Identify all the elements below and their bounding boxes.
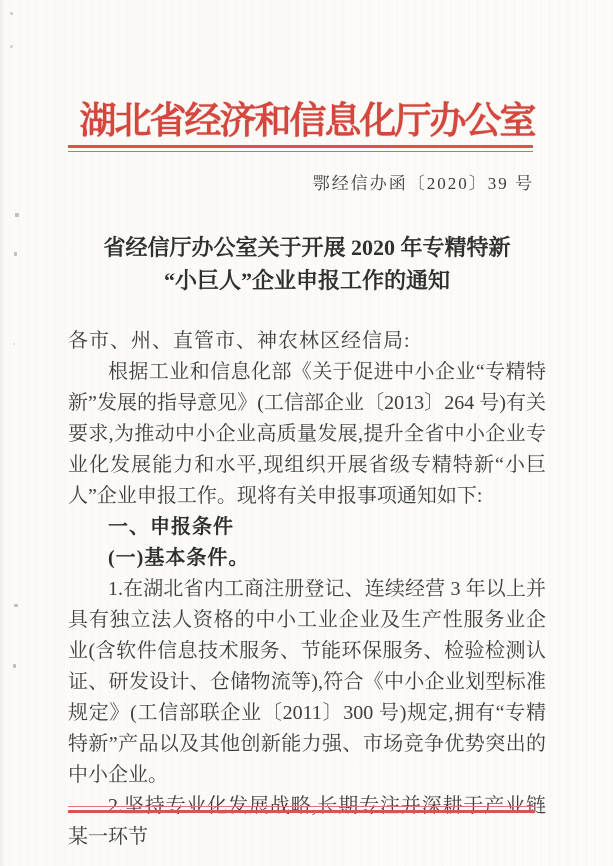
document-title xyxy=(54,231,560,297)
document-number: 鄂经信办函〔2020〕39 号 xyxy=(312,174,534,193)
scan-speck xyxy=(13,664,16,668)
scan-speck xyxy=(15,213,19,217)
intro-paragraph: 根据工业和信息化部《关于促进中小企业“专精特新”发展的指导意见》(工信部企业〔2013〕264 号)有关要求,为推动中小企业高质量发展,提升全省中小企业专业化发展能力和水平,现组织开展省级专精特新“小巨人”企业申报工作。现将有关申报事项通知如下: xyxy=(68,361,546,507)
section-1-subsection-1-heading: (一)基本条件。 xyxy=(108,547,250,569)
scan-speck xyxy=(14,604,18,607)
condition-item-2: 2.坚持专业化发展战略,长期专注并深耕于产业链某一环节 xyxy=(68,795,546,848)
salutation: 各市、州、直管市、神农林区经信局: xyxy=(68,330,411,352)
header-separator-line xyxy=(68,145,533,152)
document-title-line-2: “小巨人”企业申报工作的通知 xyxy=(163,268,450,293)
scan-speck xyxy=(10,45,13,48)
document-title-line-1: 省经信厅办公室关于开展 2020 年专精特新 xyxy=(103,235,511,260)
scan-speck xyxy=(10,12,13,15)
condition-item-1: 1.在湖北省内工商注册登记、连续经营 3 年以上并具有独立法人资格的中小工业企业及生产性服务业企业(含软件信息技术服务、节能环保服务、检验检测认证、研发设计、仓储物流等),符合《中小企业划型标准规定》(工信部联企业〔2011〕300 号)规定,拥有“专精特新”产品以及其他创新能力强、市场竞争优势突出的中小企业。 xyxy=(68,578,546,786)
section-1-heading: 一、申报条件 xyxy=(108,516,234,538)
scan-speck xyxy=(14,252,17,256)
footer-separator-line xyxy=(68,806,535,813)
scan-speck xyxy=(13,343,15,345)
document-body xyxy=(68,326,546,853)
letterhead-title: 湖北省经济和信息化厅办公室 xyxy=(79,101,535,142)
